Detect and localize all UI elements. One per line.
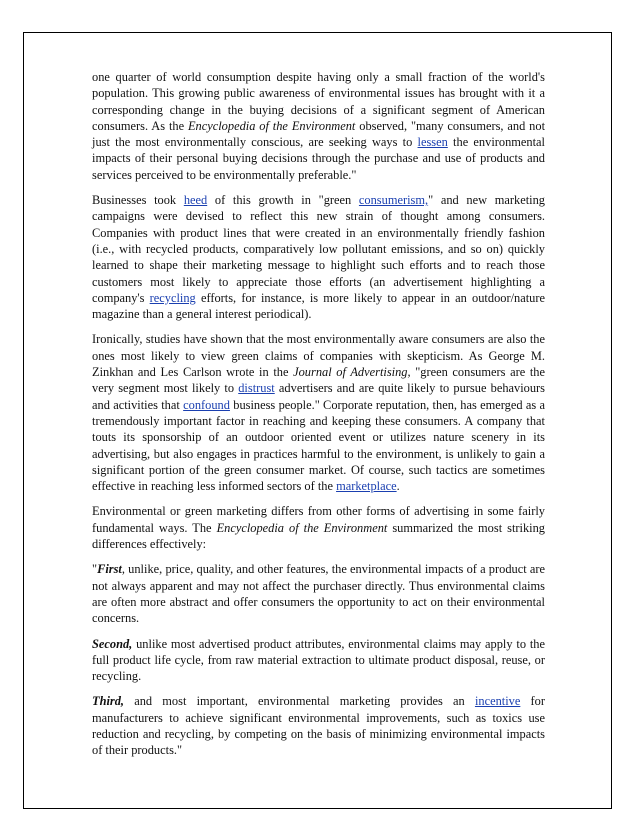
paragraph-5: "First, unlike, price, quality, and other features, the environmental impacts of a product are not always apparent and may not affect the purchaser directly. Thus environmental claims are often more abstract and offer consumers the opportunity to act on their environmental concerns. (92, 562, 545, 626)
point-label-first: First (97, 562, 122, 577)
paragraph-7: Third, and most important, environmental marketing provides an incentive for manufacturers to achieve significant environmental improvements, such as toxics use reduction and recycling, by competing on the basis of minimizing environmental impacts of their products." (92, 694, 545, 758)
point-label-third: Third, (92, 694, 125, 709)
publication-title: Encyclopedia of the Environment (216, 520, 388, 535)
link-confound[interactable]: confound (183, 397, 230, 412)
link-marketplace[interactable]: marketplace (336, 479, 397, 494)
paragraph-3: Ironically, studies have shown that the most environmentally aware consumers are also the ones most likely to view green claims of companies with skepticism. As George M. Zinkhan and Les Carlson wrote in the Journal of Advertising, "green consumers are the very segment most likely to distrust advertisers and are quite likely to pursue behaviours and activities that confound business people." Corporate reputation, then, has emerged as a tremendously important factor in reaching and keeping these consumers. A company that touts its sponsorship of an outdoor oriented event or utilizes nature scenery in its advertising, but also engages in practices harmful to the environment, is unlikely to gain a significant portion of the green consumer market. Of course, such tactics are sometimes effective in reaching less informed sectors of the marketplace. (92, 332, 546, 494)
journal-title: Journal of Advertising, (293, 365, 411, 380)
paragraph-4: Environmental or green marketing differs from other forms of advertising in some fairly fundamental ways. The Encyclopedia of the Environment summarized the most striking differences effectively: (92, 504, 546, 552)
link-distrust[interactable]: distrust (238, 381, 275, 396)
point-label-second: Second, (92, 636, 133, 651)
link-recycling[interactable]: recycling (149, 290, 196, 305)
link-incentive[interactable]: incentive (474, 694, 521, 709)
link-lessen[interactable]: lessen (417, 135, 448, 150)
paragraph-2: Businesses took heed of this growth in "green consumerism," and new marketing campaigns were devised to reflect this new strain of thought among consumers. Companies with product lines that were created in an environmentally friendly fashion (i.e., with recycled products, comparatively low pollutant emissions, and so on) quickly learned to shape their marketing message to highlight such efforts and to reach those customers most likely to appreciate those efforts (an advertisement highlighting a company's recycling efforts, for instance, is more likely to appear in an outdoor/nature magazine than a general interest periodical). (92, 193, 546, 322)
publication-title: Encyclopedia of the Environment (187, 118, 356, 133)
paragraph-6: Second, unlike most advertised product attributes, environmental claims may apply to the full product life cycle, from raw material extraction to ultimate product disposal, reuse, or recycling. (92, 636, 545, 684)
link-heed[interactable]: heed (183, 193, 208, 208)
document-body (92, 69, 545, 768)
link-consumerism[interactable]: consumerism, (358, 193, 429, 208)
paragraph-1: one quarter of world consumption despite having only a small fraction of the world's population. This growing public awareness of environmental issues has brought with it a corresponding change in the buying decisions of a significant segment of American consumers. As the Encyclopedia of the Environment observed, "many consumers, and not just the most environmentally conscious, are seeking ways to lessen the environmental impacts of their personal buying decisions through the purchase and use of products and services perceived to be environmentally preferable." (92, 70, 546, 182)
